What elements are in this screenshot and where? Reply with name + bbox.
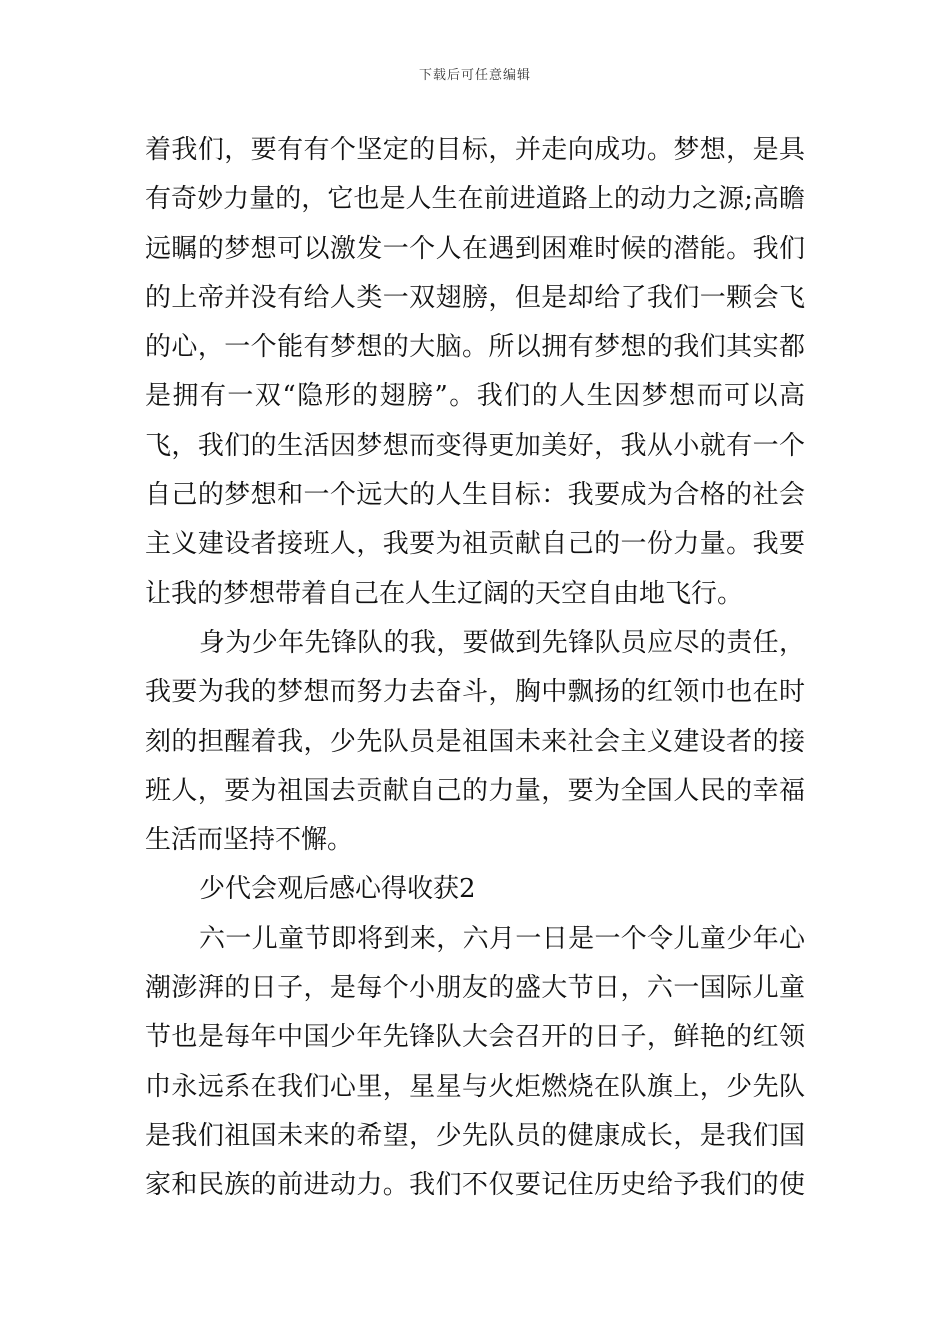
text-line: 着我们，要有有个坚定的目标，并走向成功。梦想，是具 — [145, 135, 805, 165]
text-line: 巾永远系在我们心里，星星与火炬燃烧在队旗上，少先队 — [145, 1071, 805, 1102]
document-body — [145, 126, 805, 1211]
paragraph-2 — [145, 619, 805, 865]
text-line: 刻的担醒着我，少先队员是祖国未来社会主义建设者的接 — [145, 726, 805, 757]
text-line: 远瞩的梦想可以激发一个人在遇到困难时候的潜能。我们 — [145, 233, 805, 264]
text-line: 的心，一个能有梦想的大脑。所以拥有梦想的我们其实都 — [145, 332, 805, 363]
text-line: 潮澎湃的日子，是每个小朋友的盛大节日，六一国际儿童 — [145, 973, 805, 1004]
text-line: 飞，我们的生活因梦想而变得更加美好，我从小就有一个 — [145, 430, 805, 461]
text-line: 节也是每年中国少年先锋队大会召开的日子，鲜艳的红领 — [145, 1022, 805, 1053]
text-line: 让我的梦想带着自己在人生辽阔的天空自由地飞行。 — [145, 578, 744, 609]
text-line: 我要为我的梦想而努力去奋斗，胸中飘扬的红领巾也在时 — [145, 677, 805, 708]
text-line: 有奇妙力量的，它也是人生在前进道路上的动力之源;高瞻 — [145, 184, 805, 215]
text-line: 主义建设者接班人，我要为祖贡献自己的一份力量。我要 — [145, 529, 805, 560]
text-line: 自己的梦想和一个远大的人生目标：我要成为合格的社会 — [145, 480, 805, 511]
text-line: 家和民族的前进动力。我们不仅要记住历史给予我们的使 — [145, 1170, 805, 1201]
text-line: 是拥有一双“隐形的翅膀”。我们的人生因梦想而可以高 — [145, 381, 805, 412]
paragraph-3 — [145, 915, 805, 1211]
page-header: 下载后可任意编辑 — [418, 68, 531, 83]
text-line: 是我们祖国未来的希望，少先队员的健康成长，是我们国 — [145, 1120, 805, 1151]
text-line: 的上帝并没有给人类一双翅膀，但是却给了我们一颗会飞 — [145, 282, 805, 313]
text-line: 六一儿童节即将到来，六月一日是一个令儿童少年心 — [199, 923, 805, 954]
text-line: 生活而坚持不懈。 — [145, 825, 354, 856]
section-heading: 少代会观后感心得收获2 — [199, 874, 476, 905]
paragraph-1 — [145, 126, 805, 619]
text-line: 身为少年先锋队的我，要做到先锋队员应尽的责任， — [199, 627, 805, 658]
text-line: 班人，要为祖国去贡献自己的力量，要为全国人民的幸福 — [145, 775, 805, 806]
